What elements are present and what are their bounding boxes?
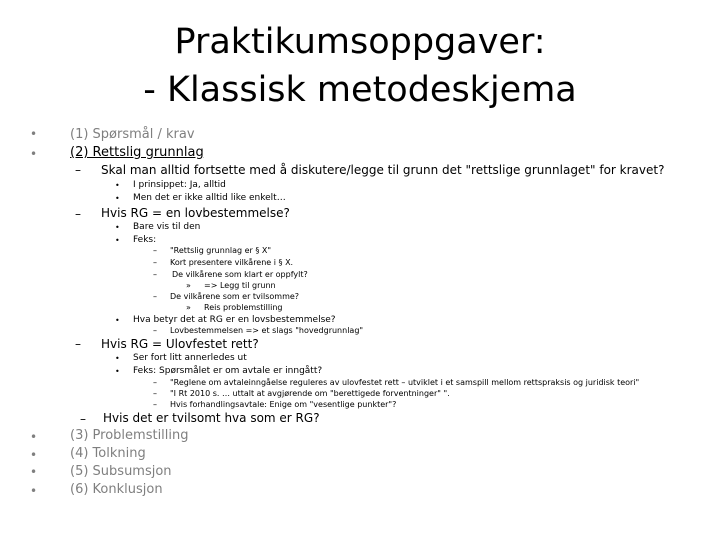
item-rg-lovbestemmelse: Hvis RG = en lovbestemmelse? xyxy=(101,206,290,220)
bullet-arrow: » xyxy=(186,281,191,290)
bullet-dash: – xyxy=(153,378,157,387)
bullet-dot: • xyxy=(30,465,38,479)
bullet-dot: • xyxy=(30,147,38,161)
bullet-dot: • xyxy=(30,430,38,444)
item-vilkar-oppfylt: De vilkårene som klart er oppfylt? xyxy=(172,270,308,279)
bullet-dash: – xyxy=(153,292,157,301)
bullet-dot: • xyxy=(115,223,120,232)
item-konklusjon: (6) Konklusjon xyxy=(70,482,163,497)
bullet-dash: – xyxy=(153,246,157,255)
bullet-dot: • xyxy=(30,448,38,462)
item-feks: Feks: xyxy=(133,235,157,245)
item-avtale-inngatt: Feks: Spørsmålet er om avtale er inngått? xyxy=(133,366,323,376)
bullet-dot: • xyxy=(115,181,120,190)
item-rettslig-grunnlag-er-x: "Rettslig grunnlag er § X" xyxy=(170,246,272,255)
slide-title-line2: - Klassisk metodeskjema xyxy=(143,70,577,110)
item-reis-problemstilling: Reis problemstilling xyxy=(204,303,283,312)
bullet-dash: – xyxy=(75,337,81,351)
bullet-dot: • xyxy=(115,316,120,325)
item-rg-ulovfestet: Hvis RG = Ulovfestet rett? xyxy=(101,337,259,351)
item-subsumsjon: (5) Subsumsjon xyxy=(70,464,172,479)
slide-title-line1: Praktikumsoppgaver: xyxy=(174,22,546,62)
bullet-dash: – xyxy=(153,258,157,267)
bullet-dot: • xyxy=(115,367,120,376)
item-tolkning: (4) Tolkning xyxy=(70,446,146,461)
bullet-dot: • xyxy=(115,236,120,245)
bullet-arrow: » xyxy=(186,303,191,312)
bullet-dash: – xyxy=(153,389,157,398)
item-hovedgrunnlag: Lovbestemmelsen => et slags "hovedgrunnlag" xyxy=(170,326,364,335)
item-rettslig-grunnlag: (2) Rettslig grunnlag xyxy=(70,145,204,160)
item-ser-fort-annerledes: Ser fort litt annerledes ut xyxy=(133,353,247,363)
item-sporsmal-krav: (1) Spørsmål / krav xyxy=(70,127,195,142)
bullet-dash: – xyxy=(153,270,157,279)
item-tvilsomt-rg: Hvis det er tvilsomt hva som er RG? xyxy=(103,411,320,425)
bullet-dot: • xyxy=(115,354,120,363)
item-forhandlingsavtale: Hvis forhandlingsavtale: Enige om "vesentlige punkter"? xyxy=(170,400,397,409)
item-skal-man-alltid: Skal man alltid fortsette med å diskutere/legge til grunn det "rettslige grunnlaget" for kravet? xyxy=(101,163,665,177)
bullet-dash: – xyxy=(153,326,157,335)
item-vilkar-tvilsomme: De vilkårene som er tvilsomme? xyxy=(170,292,300,301)
item-hva-betyr-rg: Hva betyr det at RG er en lovsbestemmelse? xyxy=(133,315,336,325)
item-i-prinsippet: I prinsippet: Ja, alltid xyxy=(133,180,226,190)
bullet-dot: • xyxy=(30,127,38,141)
item-avtaleinngaelse-ulovfestet: "Reglene om avtaleinngåelse reguleres av ulovfestet rett – utviklet i et samspill mellom rettspraksis og juridisk teori" xyxy=(170,378,640,387)
item-ikke-alltid-enkelt: Men det er ikke alltid like enkelt… xyxy=(133,193,286,203)
bullet-dot: • xyxy=(115,194,120,203)
item-bare-vis-til-den: Bare vis til den xyxy=(133,222,201,232)
item-problemstilling: (3) Problemstilling xyxy=(70,428,189,443)
item-legg-til-grunn: => Legg til grunn xyxy=(204,281,276,290)
item-kort-presentere: Kort presentere vilkårene i § X. xyxy=(170,258,294,267)
slide-title xyxy=(0,18,720,114)
bullet-dash: – xyxy=(80,412,86,426)
bullet-dash: – xyxy=(75,163,81,177)
bullet-dash: – xyxy=(75,207,81,221)
item-rt-2010: "I Rt 2010 s. … uttalt at avgjørende om "berettigede forventninger" ". xyxy=(170,389,450,398)
bullet-dot: • xyxy=(30,484,38,498)
bullet-dash: – xyxy=(153,400,157,409)
